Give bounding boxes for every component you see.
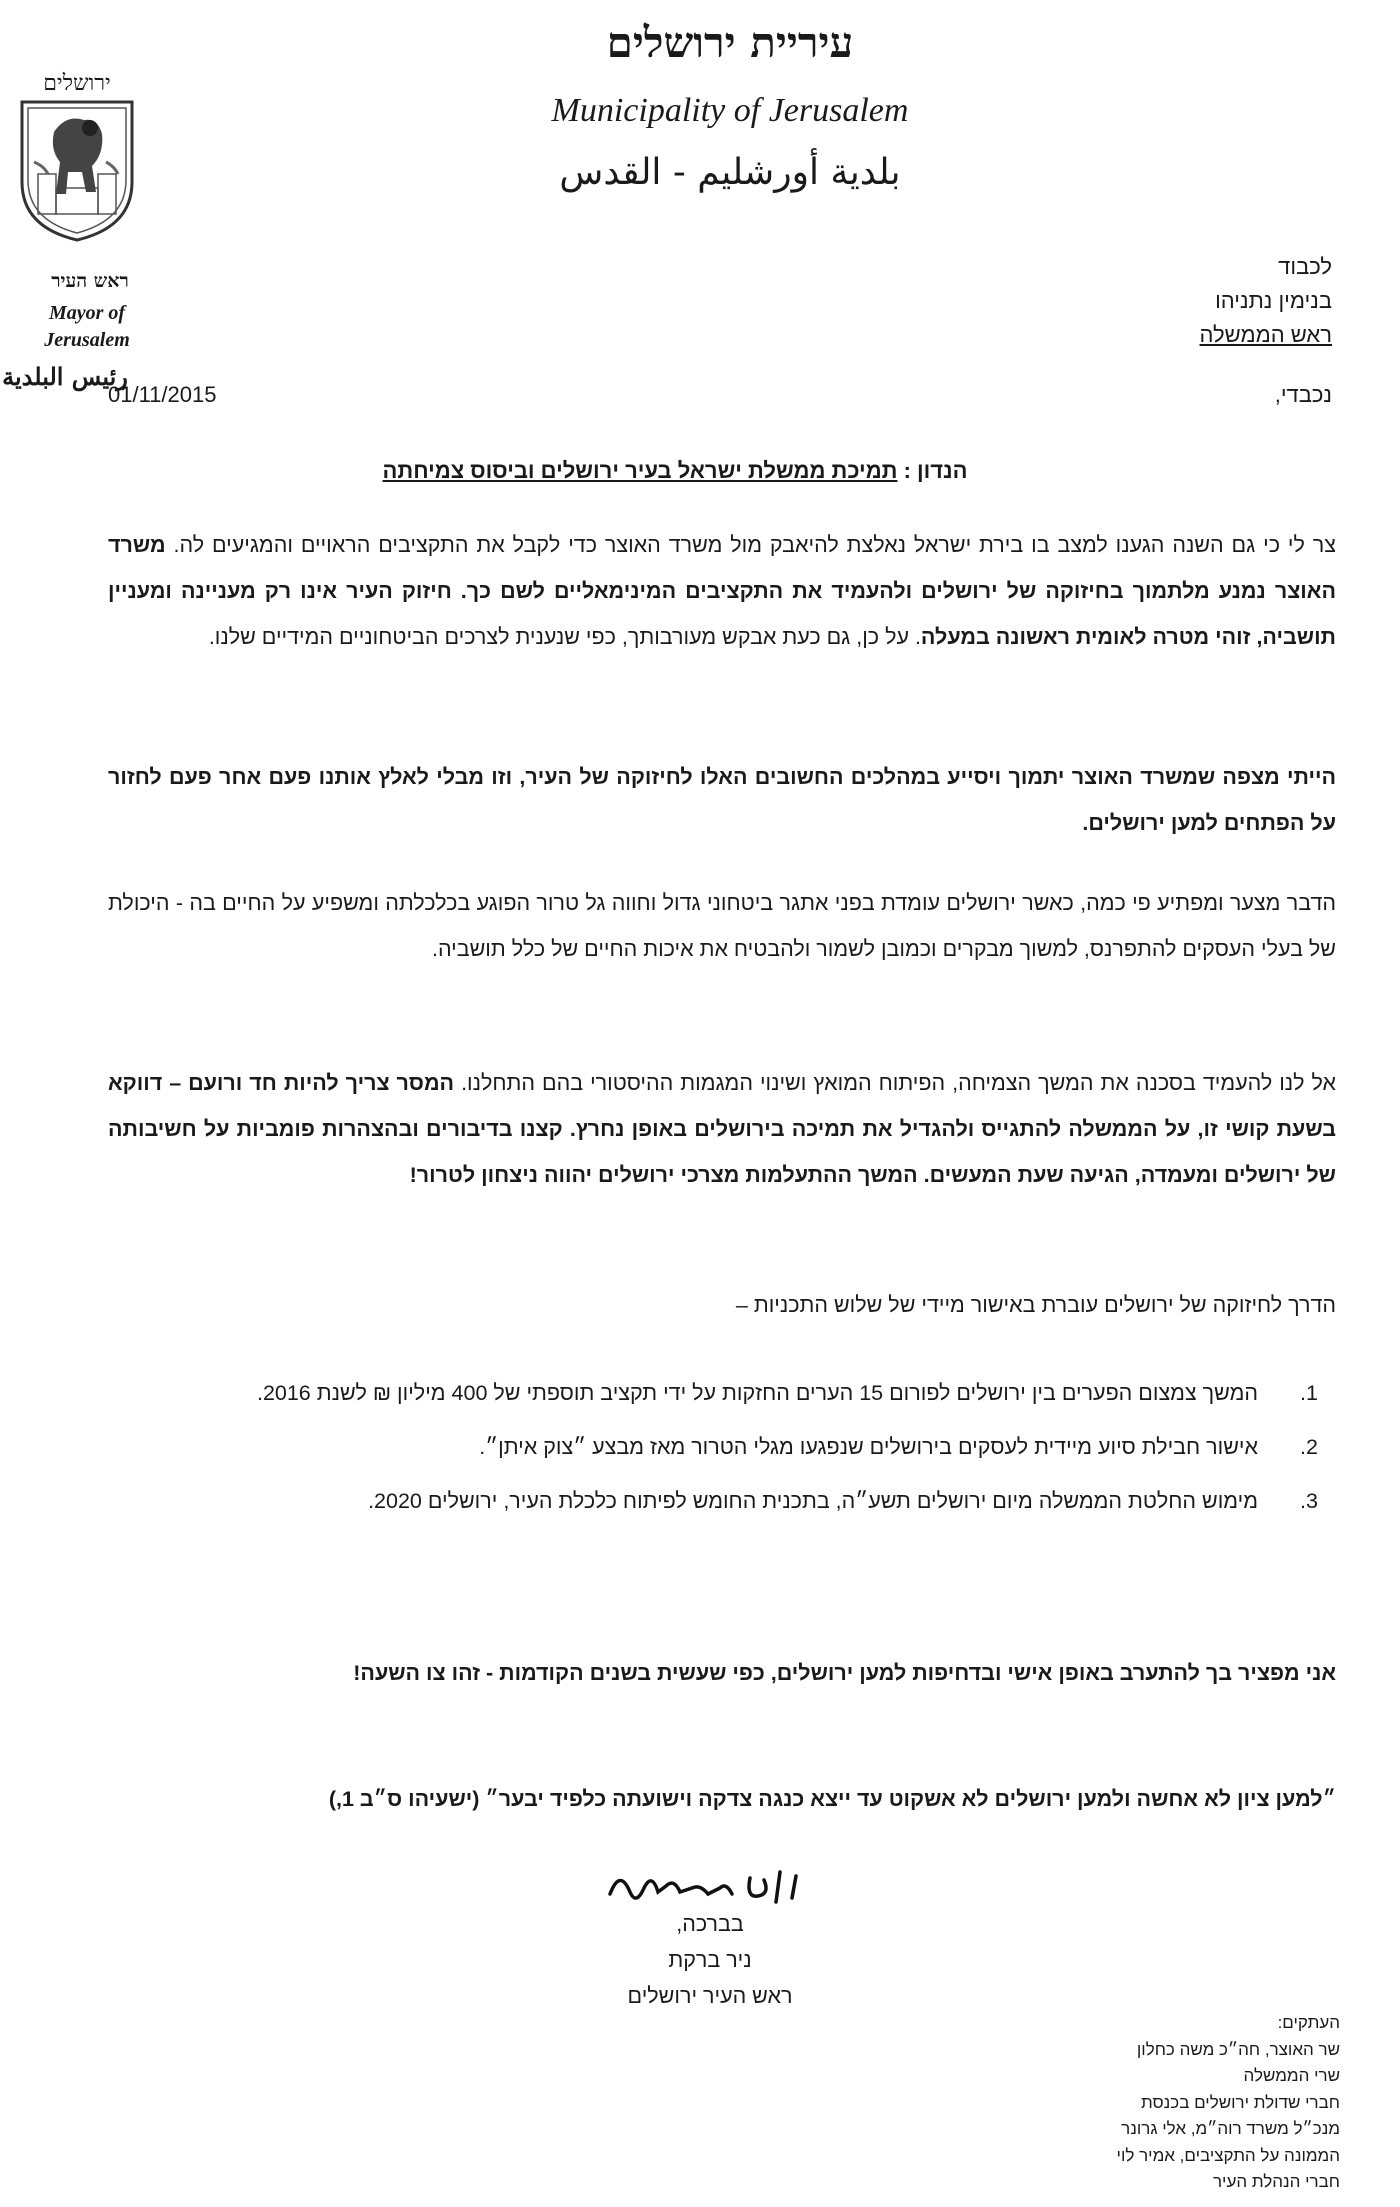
paragraph-1-normal-b: . על כן, גם כעת אבקש מעורבותך, כפי שנענית לצרכים הביטחוניים המידיים שלנו. — [208, 625, 921, 649]
plans-list — [108, 1370, 1336, 1532]
copies-item: חברי שדולת ירושלים בכנסת — [1140, 2092, 1340, 2112]
mayor-title-english-line2: Jerusalem — [44, 329, 130, 351]
mayor-title-arabic: رئيس البلدية — [2, 362, 128, 391]
addressee-line2: בנימין נתניהו — [1215, 288, 1332, 313]
list-item-number: 3. — [1300, 1489, 1318, 1513]
subject-prefix: הנדון : — [903, 458, 968, 483]
addressee-line3: ראש הממשלה — [1199, 322, 1332, 347]
copies-item: שרי הממשלה — [1243, 2066, 1340, 2085]
copies-item: שר האוצר, חה״כ משה כחלון — [1136, 2039, 1340, 2059]
letterhead-arabic: بلدية أورشليم - القدس — [559, 152, 901, 193]
list-item-text: אישור חבילת סיוע מיידית לעסקים בירושלים שנפגעו מגלי הטרור מאז מבצע ״צוק איתן״. — [479, 1435, 1258, 1459]
list-item — [108, 1478, 1336, 1524]
letter-date: 01/11/2015 — [108, 382, 217, 407]
mayor-title-english — [22, 300, 152, 354]
signature-title: ראש העיר ירושלים — [627, 1984, 793, 2008]
paragraph-3: הדבר מצער ומפתיע פי כמה, כאשר ירושלים עומדת בפני אתגר ביטחוני גדול וחווה גל טרור הפוגע בכלכלתה ומשפיע על החיים בה - היכולת של בעלי העסקים להתפרנס, למשוך מבקרים וכמובן לשמור ולהבטיח את איכות החיים של כלל תושביה. — [108, 891, 1336, 961]
signature-closing: בברכה, — [676, 1912, 744, 1936]
list-item — [108, 1424, 1336, 1470]
emblem-caption: ירושלים — [43, 71, 111, 96]
paragraph-5: אני מפציר בך להתערב באופן אישי ובדחיפות למען ירושלים, כפי שעשית בשנים הקודמות - זהו צו השעה! — [353, 1661, 1336, 1685]
letterhead-hebrew: עיריית ירושלים — [606, 18, 854, 67]
signature-block — [560, 1906, 860, 2014]
letterhead-english: Municipality of Jerusalem — [551, 92, 909, 129]
greeting: נכבדי, — [1274, 382, 1332, 407]
mayor-title-english-line1: Mayor of — [48, 302, 126, 324]
copies-item: הממונה על התקציבים, אמיר לוי — [1116, 2145, 1340, 2165]
subject-text: תמיכת ממשלת ישראל בעיר ירושלים וביסוס צמיחתה — [382, 458, 898, 483]
addressee-line1: לכבוד — [1278, 254, 1332, 279]
paragraph-1-normal-a: צר לי כי גם השנה הגענו למצב בו בירת ישראל נאלצת להיאבק מול משרד האוצר כדי לקבל את התקציבים הראויים והמגיעים לה. — [165, 533, 1336, 557]
list-item-text: המשך צמצום הפערים בין ירושלים לפורום 15 הערים החזקות על ידי תקציב תוספתי של 400 מיליון ₪ לשנת 2016. — [256, 1381, 1258, 1405]
list-item-number: 2. — [1300, 1435, 1318, 1459]
copies-block — [1117, 2010, 1340, 2196]
paragraph-4-bold: המסר צריך להיות חד ורועם – דווקא בשעת קושי זו, על הממשלה להתגייס ולהגדיל את תמיכה בירושלים באופן נחרץ. קצנו בדיבורים ובהצהרות פומביות על חשיבותה של ירושלים ומעמדה, הגיעה שעת המעשים. המשך ההתעלמות מצרכי ירושלים יהווה ניצחון לטרור! — [108, 1071, 1336, 1187]
list-intro: הדרך לחיזוקה של ירושלים עוברת באישור מיידי של שלוש התכניות – — [735, 1293, 1336, 1317]
subject-line — [260, 458, 1090, 484]
paragraph-2: הייתי מצפה שמשרד האוצר יתמוך ויסייע במהלכים החשובים האלו לחיזוקה של העיר, וזו מבלי לאלץ אותנו פעם אחר פעם לחזור על הפתחים למען ירושלים. — [108, 765, 1336, 835]
paragraph-4 — [108, 1060, 1336, 1198]
paragraph-1 — [108, 522, 1336, 660]
signature-name: ניר ברקת — [668, 1948, 752, 1972]
copies-item: מנכ״ל משרד רוה״מ, אלי גרונר — [1121, 2119, 1340, 2138]
list-item — [108, 1370, 1336, 1416]
copies-heading: העתקים: — [1277, 2013, 1340, 2032]
paragraph-4-normal: אל לנו להעמיד בסכנה את המשך הצמיחה, הפיתוח המואץ ושינוי המגמות ההיסטורי בהם התחלנו. — [454, 1071, 1336, 1095]
list-item-text: מימוש החלטת הממשלה מיום ירושלים תשע״ה, בתכנית החומש לפיתוח כלכלת העיר, ירושלים 2020. — [368, 1489, 1258, 1513]
list-item-number: 1. — [1300, 1381, 1318, 1405]
addressee-block — [1200, 250, 1332, 352]
closing-quote: ״למען ציון לא אחשה ולמען ירושלים לא אשקוט עד ייצא כנגה צדקה וישועתה כלפיד יבער״ (ישעיהו ס״ב 1,) — [328, 1787, 1336, 1811]
mayor-title-hebrew: ראש העיר — [51, 270, 129, 292]
copies-item: חברי הנהלת העיר — [1212, 2172, 1340, 2191]
paragraph-1-bold: משרד האוצר נמנע מלתמוך בחיזוקה של ירושלים ולהעמיד את התקציבים המינימאליים לשם כך. חיזוק העיר אינו רק מעניינה ומעניין תושביה, זוהי מטרה לאומית ראשונה במעלה — [108, 533, 1336, 649]
